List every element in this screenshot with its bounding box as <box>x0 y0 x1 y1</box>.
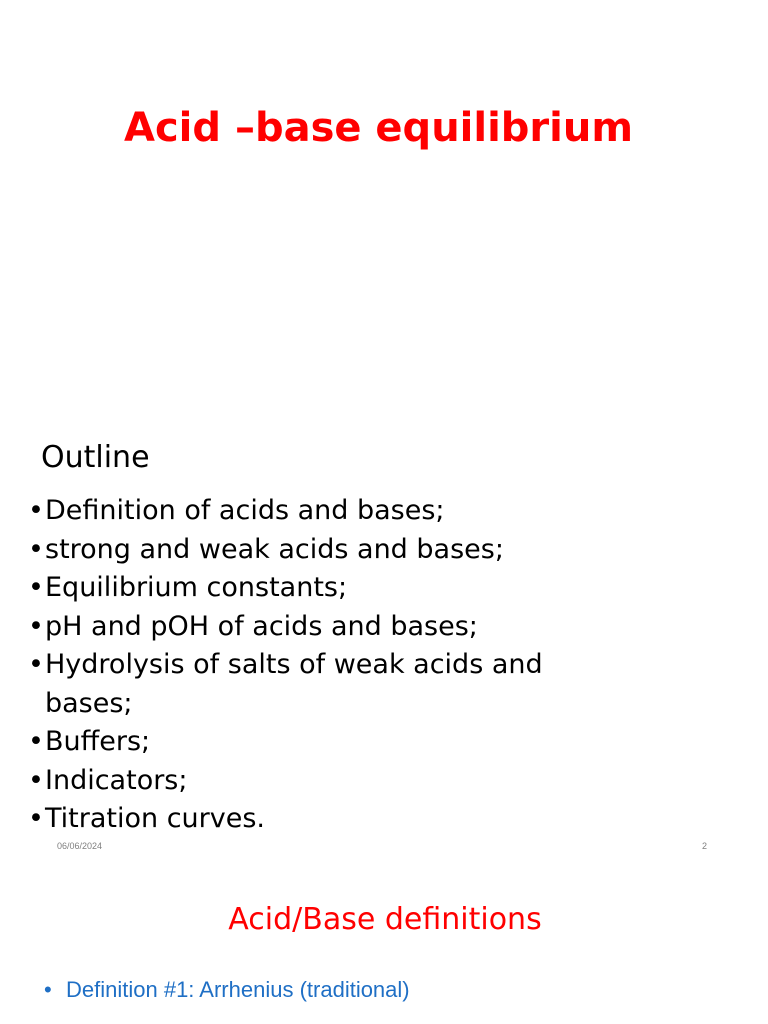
bullet-icon: • <box>28 726 44 757</box>
list-item <box>28 723 748 762</box>
section-title: Acid/Base definitions <box>228 902 542 937</box>
list-item <box>28 646 635 723</box>
slide-title: Acid –base equilibrium <box>124 105 634 151</box>
list-item-text: Definition of acids and bases; <box>45 495 445 526</box>
list-item-text: strong and weak acids and bases; <box>45 533 504 565</box>
bullet-icon: • <box>28 764 44 796</box>
bullet-icon: • <box>28 533 44 565</box>
list-item-text: Hydrolysis of salts of weak acids and bases; <box>45 649 543 719</box>
bullet-icon: • <box>28 572 44 603</box>
definition-item <box>44 974 410 1006</box>
bullet-icon: • <box>28 803 44 834</box>
bullet-icon: • <box>28 495 44 526</box>
list-item-text: Indicators; <box>45 764 188 796</box>
footer-page-number: 2 <box>702 841 708 851</box>
list-item <box>28 608 748 647</box>
list-item <box>28 762 748 801</box>
definition-text: Definition #1: Arrhenius (traditional) <box>66 977 410 1002</box>
footer-date: 06/06/2024 <box>57 841 103 851</box>
list-item <box>28 492 748 531</box>
outline-list <box>28 492 748 839</box>
list-item <box>28 531 748 570</box>
bullet-icon: • <box>28 649 44 680</box>
list-item <box>28 569 748 608</box>
list-item <box>28 800 748 839</box>
bullet-icon: • <box>28 610 44 642</box>
list-item-text: pH and pOH of acids and bases; <box>45 610 478 642</box>
list-item-text: Titration curves. <box>45 803 265 834</box>
outline-heading: Outline <box>41 440 150 475</box>
list-item-text: Buffers; <box>45 726 151 757</box>
list-item-text: Equilibrium constants; <box>45 572 348 603</box>
bullet-icon: • <box>44 977 52 1002</box>
